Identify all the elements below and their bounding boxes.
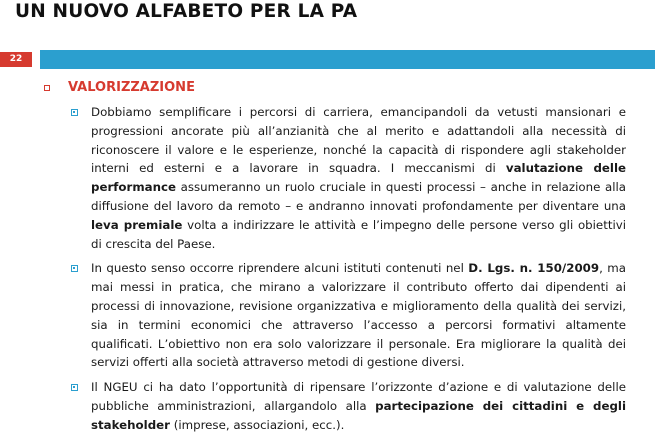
square-bullet-icon <box>71 265 78 272</box>
bullet-item <box>71 103 626 253</box>
bullet-bold-text: leva premiale <box>91 217 183 232</box>
bullet-text: (imprese, associazioni, ecc.). <box>169 417 345 432</box>
bullet-text: In questo senso occorre riprendere alcuni istituti contenuti nel <box>91 261 469 276</box>
bullet-text: volta a indirizzare le attività e l’impegno delle persone verso gli obiettivi di crescita del Paese. <box>91 217 626 251</box>
page-number-badge: 22 <box>0 52 32 67</box>
bullet-item <box>71 378 626 434</box>
bullet-text: assumeranno un ruolo cruciale in questi processi – anche in relazione alla diffusione del lavoro da remoto – e andranno innovati profondamente per diventare una <box>91 180 626 213</box>
square-bullet-icon <box>71 109 78 116</box>
square-bullet-icon <box>71 384 78 391</box>
bullet-bold-text: valutazione delle performance <box>91 161 626 195</box>
section-bullet-icon <box>44 85 50 91</box>
header-bar <box>40 50 655 69</box>
bullet-text: Dobbiamo semplificare i percorsi di carriera, emancipandoli da vetusti mansionari e progressioni ancorate più all’anzianità che al merito e adattandoli alla necessità di riconoscere il valore e le esperienze, nonché la capacità di rispondere agli stakeholder interni ed esterni e a lavorare in squadra. I meccanismi di <box>91 105 626 176</box>
bullet-bold-text: partecipazione dei cittadini e degli stakeholder <box>91 398 626 432</box>
bullet-bold-text: D. Lgs. n. 150/2009 <box>468 261 600 276</box>
bullet-list <box>71 103 626 441</box>
section-heading: VALORIZZAZIONE <box>68 80 195 95</box>
bullet-text: Il NGEU ci ha dato l’opportunità di ripensare l’orizzonte d’azione e di valutazione delle pubbliche amministrazioni, allargandolo alla <box>91 380 626 413</box>
bullet-item <box>71 259 626 372</box>
bullet-text: , ma mai messi in pratica, che mirano a valorizzare il contributo offerto dai dipendenti ai processi di innovazione, revisione organizzativa e miglioramento della qualità dei servizi, sia in termini economici che attraverso l’accesso a percorsi formativi altamente qualificati. L’obiettivo non era solo valorizzare il personale. Era migliorare la qualità dei servizi offerti alla società attraverso metodi di gestione diversi. <box>91 261 626 370</box>
slide-title: UN NUOVO ALFABETO PER LA PA <box>15 1 358 22</box>
